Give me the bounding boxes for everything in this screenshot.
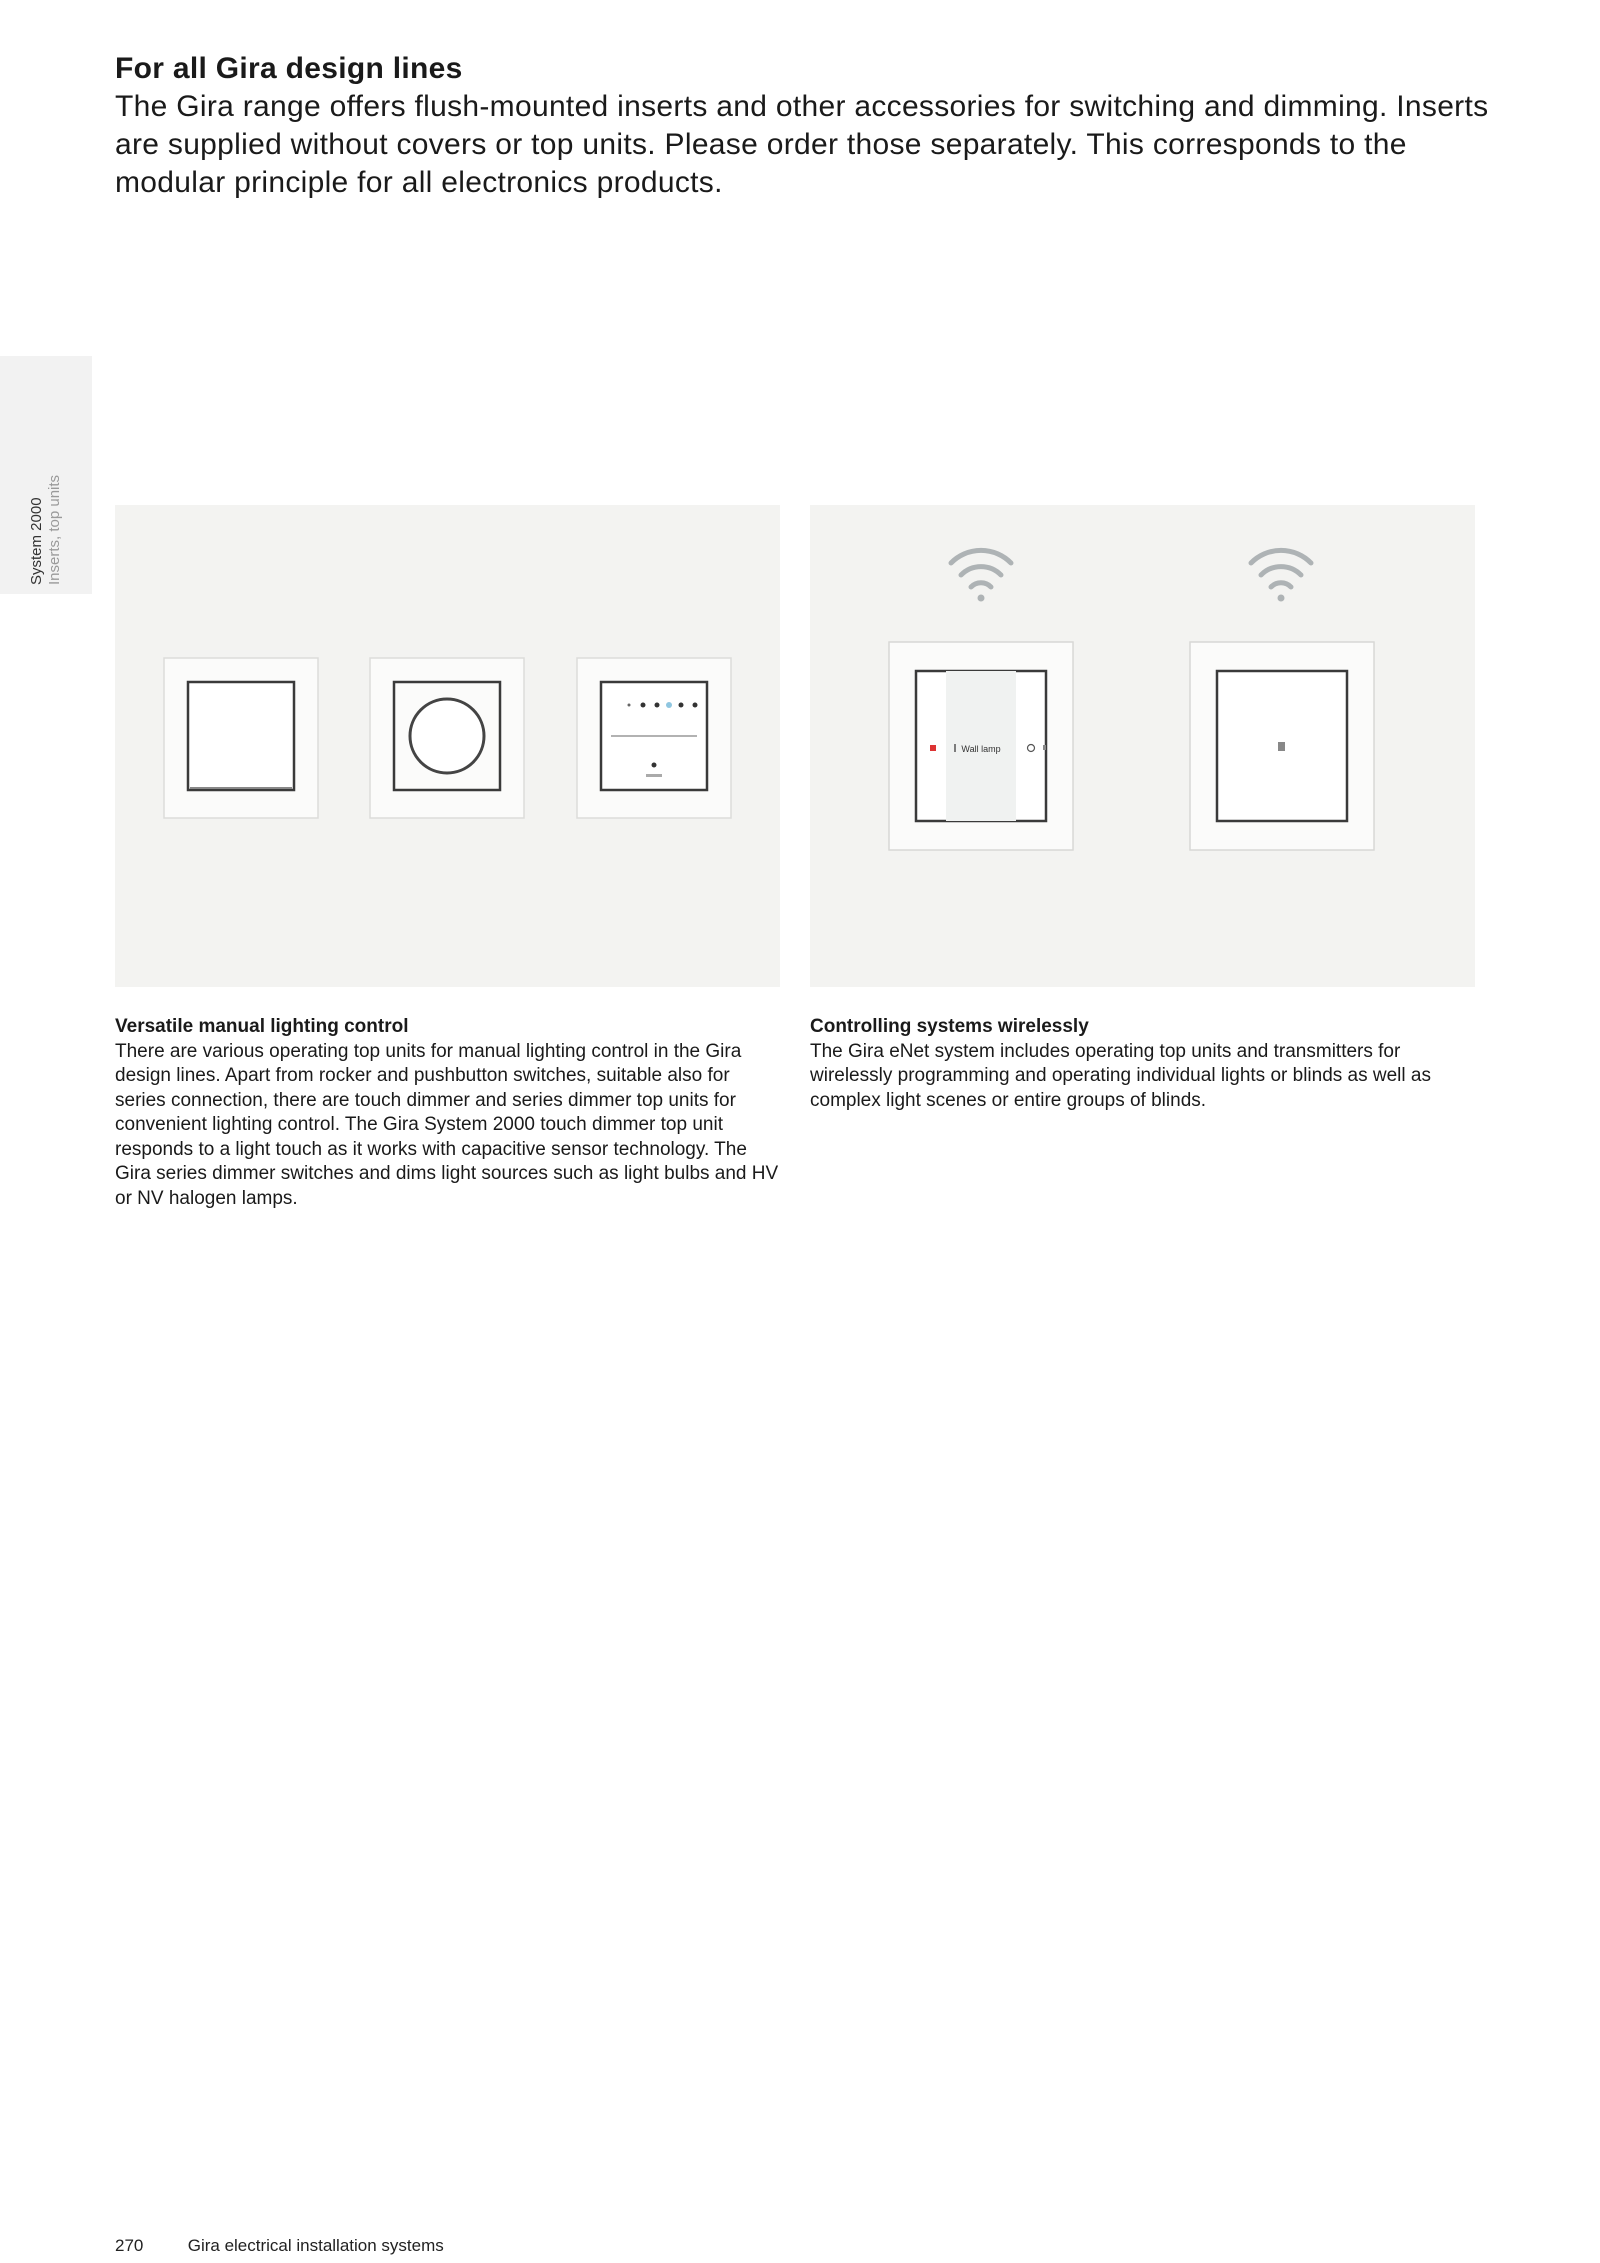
page-number: 270	[115, 2236, 144, 2255]
page-footer	[115, 2236, 444, 2256]
side-tab	[0, 356, 92, 594]
switches-illustration	[115, 505, 780, 987]
wall-lamp-label: Wall lamp	[961, 744, 1001, 754]
column-body: The Gira eNet system includes operating top units and transmitters for wirelessly programming and operating individual lights or blinds as well as complex light scenes or entire groups of blinds.	[810, 1040, 1431, 1111]
touch-dimmer	[577, 658, 731, 818]
intro-text: The Gira range offers flush-mounted inserts and other accessories for switching and dimming. Inserts are supplied without covers or top units. Please order those separately. This corresponds to the modular principle for all electronics products.	[115, 90, 1489, 199]
page-title	[115, 50, 1515, 202]
footer-text: Gira electrical installation systems	[187, 2236, 444, 2255]
column-wireless-control	[810, 1015, 1475, 1113]
column-body: There are various operating top units for manual lighting control in the Gira design lines. Apart from rocker and pushbutton switches, suitable also for series connection, there are touch dimmer and series dimmer top units for convenient lighting control. The Gira System 2000 touch dimmer top unit responds to a light touch as it works with capacitive sensor technology. The Gira series dimmer switches and dims light sources such as light bulbs and HV or NV halogen lamps.	[115, 1040, 779, 1209]
wireless-illustration	[810, 505, 1475, 987]
column-manual-control	[115, 1015, 780, 1211]
wifi-icon	[1251, 550, 1311, 601]
side-tab-label	[28, 365, 64, 585]
photo-manual-switches	[115, 505, 780, 987]
wireless-plain-switch	[1190, 642, 1374, 850]
photo-wireless-switches	[810, 505, 1475, 987]
column-title: Controlling systems wirelessly	[810, 1016, 1089, 1037]
column-title: Versatile manual lighting control	[115, 1016, 409, 1037]
wireless-labelled-switch	[889, 642, 1073, 850]
wifi-icon	[951, 550, 1011, 601]
rotary-dimmer	[370, 658, 524, 818]
page-heading: For all Gira design lines	[115, 52, 463, 85]
side-tab-system: System 2000	[28, 497, 45, 585]
rocker-switch	[164, 658, 318, 818]
side-tab-section: Inserts, top units	[46, 474, 63, 585]
